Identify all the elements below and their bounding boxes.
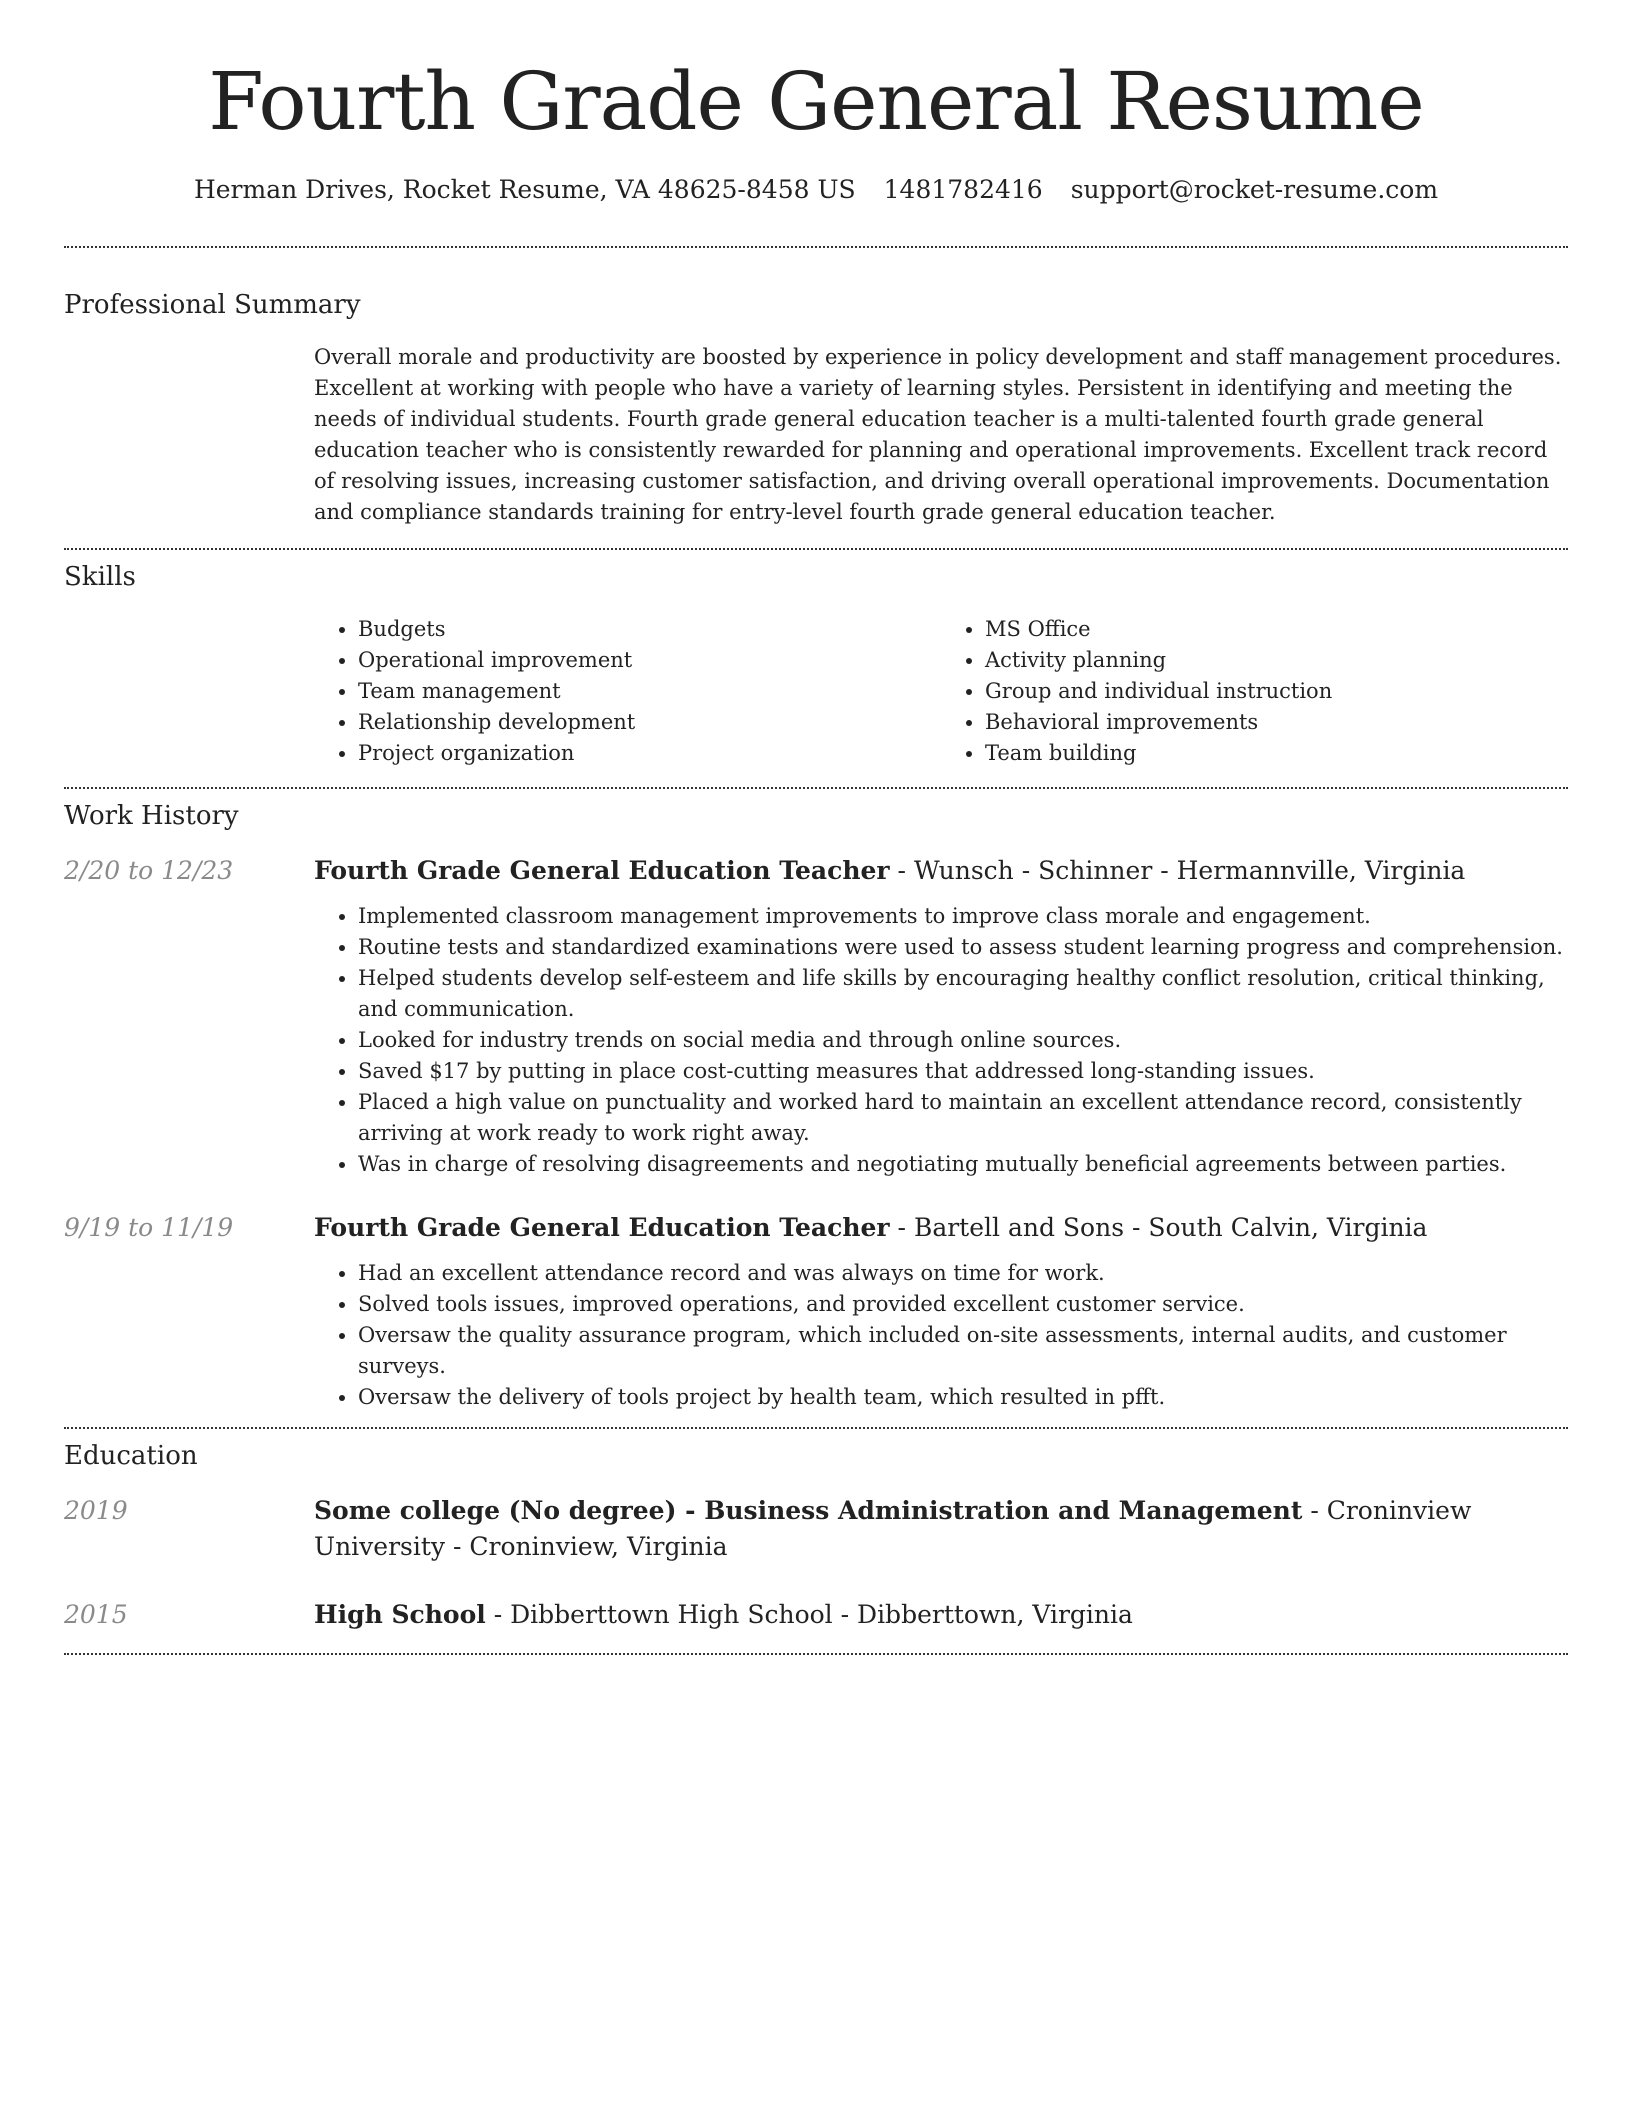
education-year: 2019: [64, 1496, 128, 1525]
summary-section: [64, 248, 1568, 528]
education-section-title: Education: [64, 1441, 198, 1471]
skills-list-left: [314, 614, 941, 769]
contact-line: [64, 172, 1568, 208]
skill-item: • Project organization: [358, 738, 941, 769]
job-heading: [314, 853, 1568, 889]
education-degree: High School: [314, 1600, 486, 1629]
contact-phone: 1481782416: [883, 175, 1043, 204]
job-bullet: • Solved tools issues, improved operations, and provided excellent customer service.: [358, 1289, 1568, 1320]
education-year: 2015: [64, 1600, 128, 1629]
skill-item: • Activity planning: [985, 645, 1568, 676]
contact-email: support@rocket-resume.com: [1070, 175, 1439, 204]
summary-text: Overall morale and productivity are boosted by experience in policy development and staff management procedures. Excellent at working with people who have a variety of learning styles. Persistent in identifying and meeting the needs of individual students. Fourth grade general education teacher is a multi-talented fourth grade general education teacher who is consistently rewarded for planning and operational improvements. Excellent track record of resolving issues, increasing customer satisfaction, and driving overall operational improvements. Documentation and compliance standards training for entry-level fourth grade general education teacher.: [314, 345, 1562, 524]
skill-item: • Team building: [985, 738, 1568, 769]
work-history-section-title: Work History: [64, 801, 239, 831]
work-history-section: [64, 789, 1568, 1413]
job-employer-location: - Wunsch - Schinner - Hermannville, Virginia: [889, 856, 1466, 885]
contact-address: Herman Drives, Rocket Resume, VA 48625-8458 US: [193, 175, 856, 204]
section-divider: [64, 1653, 1568, 1655]
job-dates: 2/20 to 12/23: [64, 856, 234, 885]
job-dates: 9/19 to 11/19: [64, 1213, 234, 1242]
job-role: Fourth Grade General Education Teacher: [314, 1213, 890, 1242]
skill-item: • Budgets: [358, 614, 941, 645]
skill-item: • Relationship development: [358, 707, 941, 738]
education-school-location: - Croninview University - Croninview, Virginia: [314, 1496, 1472, 1561]
skill-item: • Operational improvement: [358, 645, 941, 676]
job-bullets: [314, 901, 1568, 1180]
job-heading: [314, 1210, 1568, 1246]
job-bullet: • Oversaw the quality assurance program, which included on-site assessments, internal audits, and customer surveys.: [358, 1320, 1568, 1382]
education-degree: Some college (No degree) - Business Administration and Management: [314, 1496, 1303, 1525]
skill-item: • Group and individual instruction: [985, 676, 1568, 707]
skill-item: • MS Office: [985, 614, 1568, 645]
job-bullets: [314, 1258, 1568, 1413]
education-entry: [64, 1493, 1568, 1565]
skill-item: • Behavioral improvements: [985, 707, 1568, 738]
job-bullet: • Looked for industry trends on social media and through online sources.: [358, 1025, 1568, 1056]
skill-item: • Team management: [358, 676, 941, 707]
education-school-location: - Dibberttown High School - Dibberttown, Virginia: [485, 1600, 1133, 1629]
job-bullet: • Implemented classroom management improvements to improve class morale and engagement.: [358, 901, 1568, 932]
job-bullet: • Saved $17 by putting in place cost-cutting measures that addressed long-standing issues.: [358, 1056, 1568, 1087]
education-heading: [314, 1597, 1568, 1633]
job-employer-location: - Bartell and Sons - South Calvin, Virginia: [889, 1213, 1428, 1242]
job-entry: [64, 1210, 1568, 1413]
job-bullet: • Had an excellent attendance record and was always on time for work.: [358, 1258, 1568, 1289]
job-bullet: • Oversaw the delivery of tools project by health team, which resulted in pfft.: [358, 1382, 1568, 1413]
job-bullet: • Helped students develop self-esteem and life skills by encouraging healthy conflict resolution, critical thinking, and communication.: [358, 963, 1568, 1025]
skills-section-title: Skills: [64, 562, 136, 592]
job-entry: [64, 853, 1568, 1180]
resume-name: Fourth Grade General Resume: [208, 55, 1424, 148]
summary-section-title: Professional Summary: [64, 290, 361, 320]
skills-list-right: [941, 614, 1568, 769]
education-heading: [314, 1493, 1568, 1565]
education-entry: [64, 1597, 1568, 1633]
resume-header: [64, 0, 1568, 208]
job-bullet: • Placed a high value on punctuality and worked hard to maintain an excellent attendance record, consistently arriving at work ready to work right away.: [358, 1087, 1568, 1149]
job-bullet: • Routine tests and standardized examinations were used to assess student learning progress and comprehension.: [358, 932, 1568, 963]
skills-section: [64, 550, 1568, 769]
skills-columns: [314, 614, 1568, 769]
job-bullet: • Was in charge of resolving disagreements and negotiating mutually beneficial agreements between parties.: [358, 1149, 1568, 1180]
education-section: [64, 1429, 1568, 1633]
job-role: Fourth Grade General Education Teacher: [314, 856, 890, 885]
